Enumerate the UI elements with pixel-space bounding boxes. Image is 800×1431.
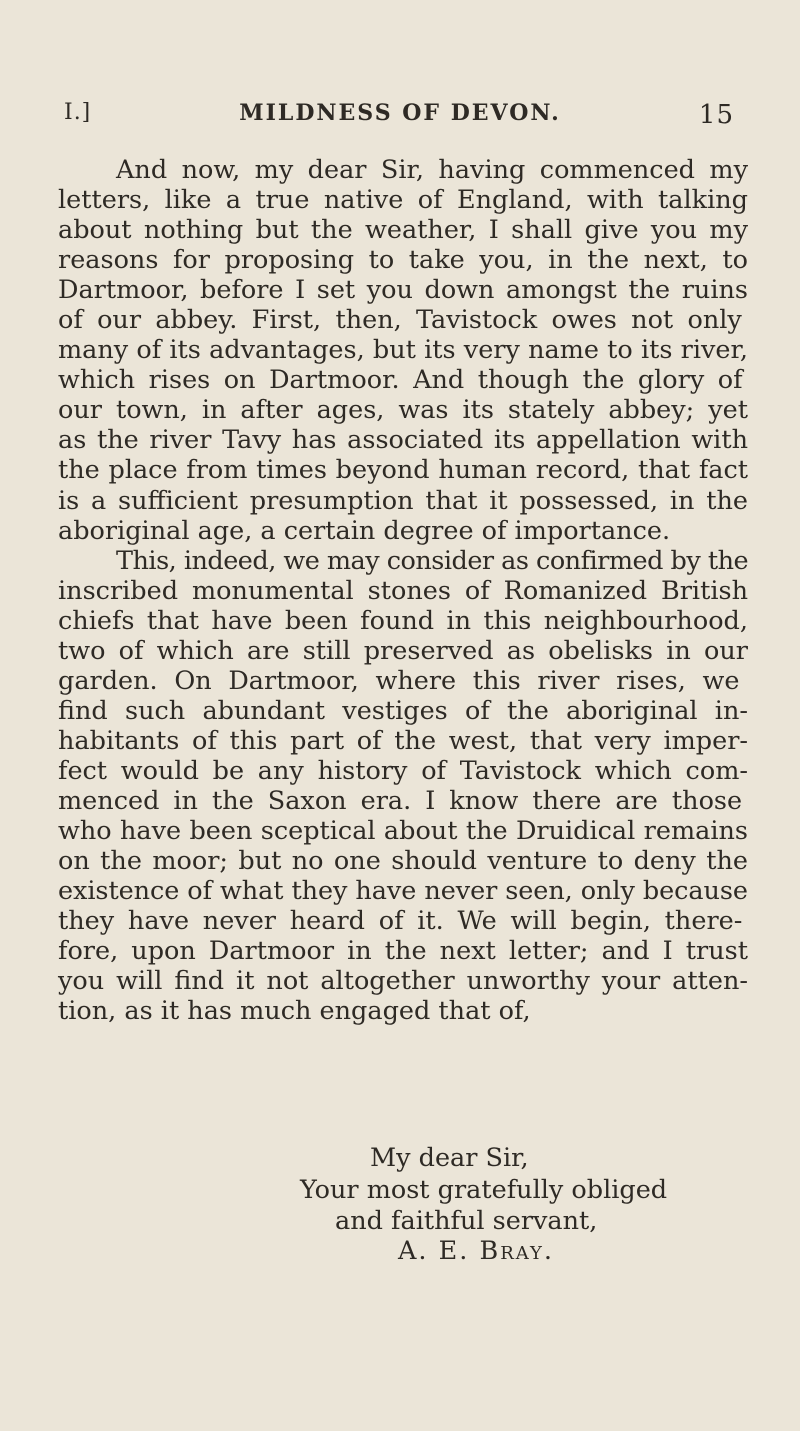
text-line: the place from times beyond human record, that fact <box>58 455 748 486</box>
text-line: garden. On Dartmoor, where this river rises, we <box>58 665 740 696</box>
text-line: find such abundant vestiges of the aboriginal in- <box>58 695 748 726</box>
page-number: 15 <box>698 100 734 130</box>
text-line: existence of what they have never seen, only because <box>58 876 748 907</box>
text-line: who have been sceptical about the Druidical remains <box>58 816 748 847</box>
text-line: as the river Tavy has associated its appellation with <box>58 425 748 456</box>
text-line: inscribed monumental stones of Romanized British <box>58 575 748 606</box>
letter-body <box>58 155 748 1026</box>
text-line: tion, as it has much engaged that of, <box>58 996 531 1027</box>
text-line: fect would be any history of Tavistock which com- <box>58 755 748 786</box>
text-line: two of which are still preserved as obelisks in our <box>58 635 748 666</box>
text-line: menced in the Saxon era. I know there are those <box>58 785 743 816</box>
text-line: on the moor; but no one should venture to deny the <box>58 846 748 877</box>
salutation: My dear Sir, <box>370 1143 529 1173</box>
running-title: MILDNESS OF DEVON. <box>239 100 561 126</box>
text-line: many of its advantages, but its very name to its river, <box>58 335 748 366</box>
text-line: aboriginal age, a certain degree of importance. <box>58 515 671 546</box>
text-line: which rises on Dartmoor. And though the glory of <box>58 365 743 396</box>
text-line: they have never heard of it. We will begin, there- <box>58 906 743 937</box>
text-line: fore, upon Dartmoor in the next letter; and I trust <box>58 936 748 967</box>
text-line: And now, my dear Sir, having commenced my <box>116 155 748 185</box>
text-line: you will find it not altogether unworthy your atten- <box>58 966 748 997</box>
text-line: our town, in after ages, was its stately abbey; yet <box>58 395 748 426</box>
text-line: Dartmoor, before I set you down amongst the ruins <box>58 275 748 306</box>
section-number: I.] <box>64 100 92 125</box>
text-line: about nothing but the weather, I shall give you my <box>58 215 748 246</box>
text-line: reasons for proposing to take you, in the next, to <box>58 245 748 276</box>
text-line: habitants of this part of the west, that very imper- <box>58 725 748 756</box>
text-line: This, indeed, we may consider as confirmed by the <box>116 545 749 576</box>
valediction-line-2: and faithful servant, <box>335 1206 598 1236</box>
valediction-line-1: Your most gratefully obliged <box>300 1175 668 1205</box>
text-line: letters, like a true native of England, with talking <box>58 185 748 216</box>
signature: A. E. Bray. <box>398 1236 555 1266</box>
text-line: chiefs that have been found in this neighbourhood, <box>58 605 748 636</box>
running-head <box>50 100 750 140</box>
text-line: of our abbey. First, then, Tavistock owes not only <box>58 305 742 336</box>
text-line: is a sufficient presumption that it possessed, in the <box>58 485 748 516</box>
